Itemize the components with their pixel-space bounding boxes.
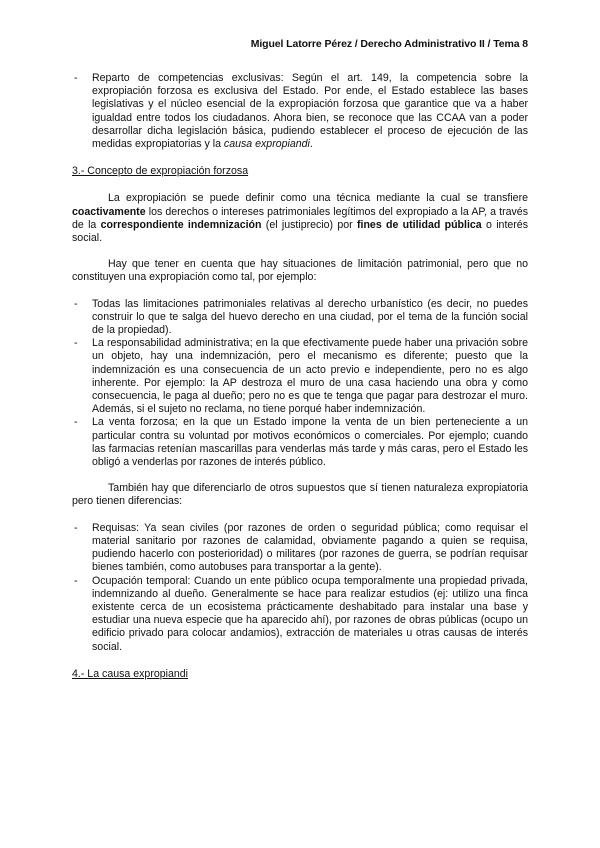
page-header: Miguel Latorre Pérez / Derecho Administrativo II / Tema 8 [250, 38, 528, 50]
list-item: - Requisas: Ya sean civiles (por razones de orden o seguridad pública; como requisar el material sanitario por razones de calamidad, obviamente pagando a quien se requisa, pudiendo hacerlo con posterioridad) o militares (por razones de guerra, se podrían requisar bienes también, como autobuses para transportar a la gente). [74, 521, 528, 574]
limitation-paragraph: Hay que tener en cuenta que hay situaciones de limitación patrimonial, pero que no constituyen una expropiación como tal, por ejemplo: [72, 258, 528, 284]
differences-paragraph: También hay que diferenciarlo de otros supuestos que sí tienen naturaleza expropiatoria pero tienen diferencias: [72, 482, 528, 508]
list-item: - La responsabilidad administrativa; en la que efectivamente puede haber una privación sobre un objeto, hay una indemnización, pero el mecanismo es diferente; puesto que la indemnización es una consecuencia de un acto previo e independiente, pero no es algo inherente. Por ejemplo: la AP destroza el muro de una casa haciendo una obra y como consecuencia, le paga al dueño; pero no es que te tenga que pagar para destrozar el muro. Además, si el sujeto no reclama, no tiene porqué haber indemnización. [74, 337, 528, 416]
section-heading-3: 3.- Concepto de expropiación forzosa [72, 165, 249, 178]
list-item: - Ocupación temporal: Cuando un ente público ocupa temporalmente una propiedad privada, indemnizando al dueño. Generalmente se hace para realizar estudios (ej: utilizo una finca existente cerca de un ecosistema prácticamente deshabitado para instalar una base y estudiar una nueva especie que ha aparecido ahí), por razones de obras públicas (ocupo un edificio privado para colocar andamios), extracción de materiales u otras causas de interés social. [74, 574, 528, 653]
list-item: - Todas las limitaciones patrimoniales relativas al derecho urbanístico (es decir, no puedes construir lo que te salga del huevo derecho en una ciudad, por el tema de la función social de la propiedad). [74, 297, 528, 337]
section-heading-4: 4.- La causa expropiandi [72, 667, 189, 680]
list-item: - La venta forzosa; en la que un Estado impone la venta de un bien perteneciente a un particular contra su voluntad por motivos económicos o comerciales. Por ejemplo; cuando las farmacias retenían mascarillas para venderlas más tarde y más caras, pero el Estado les obligó a venderlas por razones de interés público. [74, 416, 528, 469]
document-body [72, 72, 528, 681]
bullet-dash: - [74, 72, 78, 84]
limitations-list [72, 298, 528, 470]
definition-paragraph: La expropiación se puede definir como una técnica mediante la cual se transfiere coactivamente los derechos o intereses patrimoniales legítimos del expropiado a la AP, a través de la correspondiente indemnización (el justiprecio) por fines de utilidad pública o interés social. [72, 192, 528, 245]
expropriatory-list [72, 522, 528, 654]
intro-list [72, 72, 528, 151]
list-item: - Reparto de competencias exclusivas: Según el art. 149, la competencia sobre la expropiación forzosa es exclusiva del Estado. Por ende, el Estado establece las bases legislativas y el núcleo esencial de la expropiación forzosa que garantice que va a haber igualdad entre todos los ciudadanos. Ahora bien, se reconoce que las CCAA van a poder desarrollar dicha legislación básica, pudiendo establecer el proceso de ejecución de las medidas expropiatorias y la causa expropiandi. [74, 72, 528, 151]
